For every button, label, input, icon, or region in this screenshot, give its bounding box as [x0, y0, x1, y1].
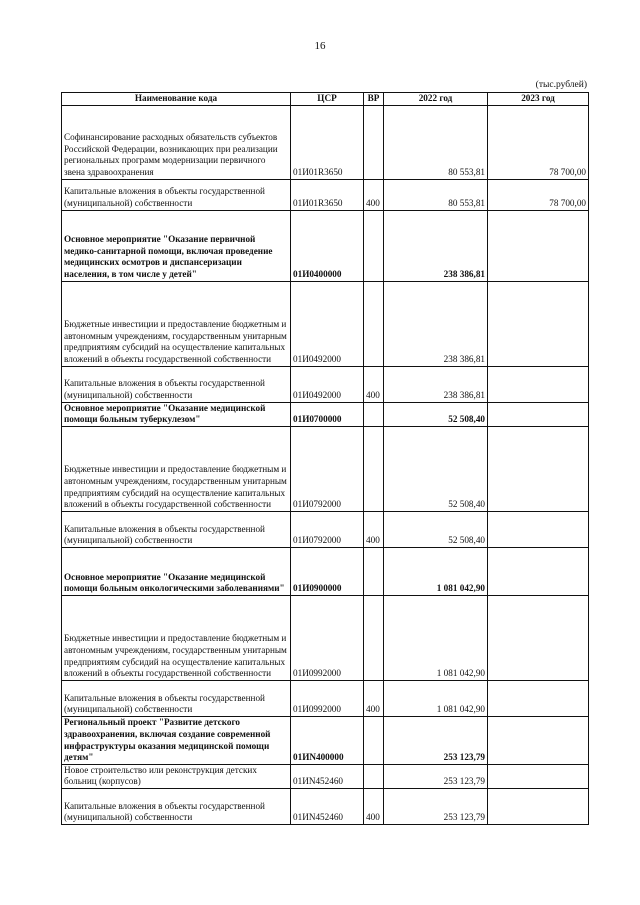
row-name: Бюджетные инвестиции и предоставление бюджетным и автономным учреждениям, государственным унитарным предприятиям субсидий на осуществление капитальных вложений в объекты государственной собственности: [62, 595, 291, 680]
budget-table: [61, 92, 589, 825]
row-csr: 01ИN452460: [291, 764, 364, 788]
table-row: [62, 511, 589, 547]
row-name: Новое строительство или реконструкция детских больниц (корпусов): [62, 764, 291, 788]
row-vr: 400: [364, 788, 384, 824]
row-csr: 01И0700000: [291, 402, 364, 426]
row-vr: [364, 210, 384, 281]
row-name: Капитальные вложения в объекты государственной (муниципальной) собственности: [62, 179, 291, 210]
row-csr: 01И0492000: [291, 366, 364, 402]
row-2022: 238 386,81: [384, 281, 488, 366]
table-row: [62, 764, 589, 788]
header-name: Наименование кода: [62, 93, 291, 106]
table-header-row: [62, 93, 589, 106]
table-row: [62, 210, 589, 281]
row-vr: [364, 105, 384, 179]
row-2022: 253 123,79: [384, 716, 488, 764]
row-name: Капитальные вложения в объекты государственной (муниципальной) собственности: [62, 788, 291, 824]
row-2023: [488, 426, 589, 511]
row-vr: 400: [364, 680, 384, 716]
table-row: [62, 366, 589, 402]
table-row: [62, 402, 589, 426]
row-2023: [488, 595, 589, 680]
table-row: [62, 716, 589, 764]
row-2022: 80 553,81: [384, 179, 488, 210]
row-2022: 1 081 042,90: [384, 680, 488, 716]
row-csr: 01ИN400000: [291, 716, 364, 764]
header-csr: ЦСР: [291, 93, 364, 106]
table-row: [62, 547, 589, 595]
table-row: [62, 105, 589, 179]
row-vr: [364, 402, 384, 426]
row-2022: 238 386,81: [384, 366, 488, 402]
row-name: Софинансирование расходных обязательств субъектов Российской Федерации, возникающих при реализации региональных программ модернизации первичного звена здравоохранения: [62, 105, 291, 179]
row-csr: 01И0792000: [291, 426, 364, 511]
row-2023: [488, 547, 589, 595]
row-2023: [488, 716, 589, 764]
row-vr: [364, 281, 384, 366]
row-2023: [488, 788, 589, 824]
row-csr: 01И0992000: [291, 680, 364, 716]
row-vr: [364, 716, 384, 764]
header-vr: ВР: [364, 93, 384, 106]
row-name: Бюджетные инвестиции и предоставление бюджетным и автономным учреждениям, государственным унитарным предприятиям субсидий на осуществление капитальных вложений в объекты государственной собственности: [62, 426, 291, 511]
row-2022: 238 386,81: [384, 210, 488, 281]
row-csr: 01И01R3650: [291, 179, 364, 210]
row-name: Капитальные вложения в объекты государственной (муниципальной) собственности: [62, 680, 291, 716]
row-2023: [488, 402, 589, 426]
row-2023: [488, 680, 589, 716]
row-csr: 01И0792000: [291, 511, 364, 547]
row-vr: [364, 426, 384, 511]
table-row: [62, 788, 589, 824]
row-name: Основное мероприятие "Оказание медицинской помощи больным туберкулезом": [62, 402, 291, 426]
header-2023: 2023 год: [488, 93, 589, 106]
row-vr: 400: [364, 366, 384, 402]
row-2023: [488, 511, 589, 547]
units-label: (тыс.рублей): [535, 80, 587, 90]
row-name: Основное мероприятие "Оказание медицинской помощи больным онкологическими заболеваниями": [62, 547, 291, 595]
row-vr: 400: [364, 511, 384, 547]
table-row: [62, 426, 589, 511]
row-name: Капитальные вложения в объекты государственной (муниципальной) собственности: [62, 366, 291, 402]
row-2022: 52 508,40: [384, 426, 488, 511]
row-2022: 52 508,40: [384, 511, 488, 547]
page-number: 16: [314, 40, 326, 52]
row-csr: 01И01R3650: [291, 105, 364, 179]
row-2023: 78 700,00: [488, 105, 589, 179]
table-body: [62, 105, 589, 824]
row-2023: [488, 764, 589, 788]
row-name: Капитальные вложения в объекты государственной (муниципальной) собственности: [62, 511, 291, 547]
row-csr: 01И0492000: [291, 281, 364, 366]
row-name: Основное мероприятие "Оказание первичной медико-санитарной помощи, включая проведение медицинских осмотров и диспансеризации населения, в том числе у детей": [62, 210, 291, 281]
table-row: [62, 281, 589, 366]
row-name: Бюджетные инвестиции и предоставление бюджетным и автономным учреждениям, государственным унитарным предприятиям субсидий на осуществление капитальных вложений в объекты государственной собственности: [62, 281, 291, 366]
row-csr: 01ИN452460: [291, 788, 364, 824]
row-2022: 52 508,40: [384, 402, 488, 426]
row-csr: 01И0900000: [291, 547, 364, 595]
row-vr: [364, 764, 384, 788]
row-vr: 400: [364, 179, 384, 210]
row-2022: 253 123,79: [384, 788, 488, 824]
row-2022: 80 553,81: [384, 105, 488, 179]
header-2022: 2022 год: [384, 93, 488, 106]
row-2023: 78 700,00: [488, 179, 589, 210]
row-2022: 1 081 042,90: [384, 547, 488, 595]
table-row: [62, 680, 589, 716]
row-2022: 1 081 042,90: [384, 595, 488, 680]
row-2022: 253 123,79: [384, 764, 488, 788]
row-name: Региональный проект "Развитие детского здравоохранения, включая создание современной инфраструктуры оказания медицинской помощи детям": [62, 716, 291, 764]
table-row: [62, 595, 589, 680]
row-2023: [488, 366, 589, 402]
row-csr: 01И0400000: [291, 210, 364, 281]
table-row: [62, 179, 589, 210]
row-2023: [488, 210, 589, 281]
row-vr: [364, 547, 384, 595]
row-vr: [364, 595, 384, 680]
row-csr: 01И0992000: [291, 595, 364, 680]
row-2023: [488, 281, 589, 366]
